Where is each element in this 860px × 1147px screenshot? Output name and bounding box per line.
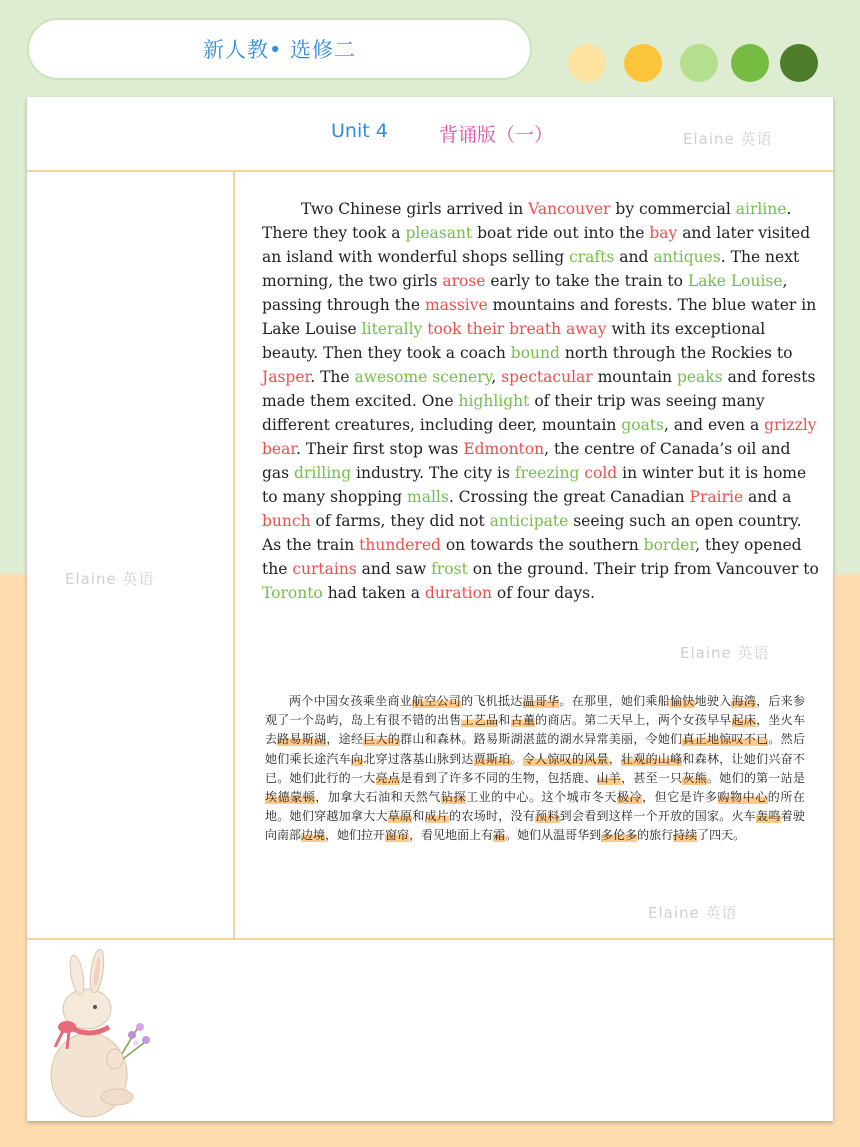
translation-text: ，后来参观了一个岛屿，岛上有很不错的出售 [265,694,805,728]
passage-text: of farms, they did not [310,512,490,530]
translation-text: 了四天。 [697,828,746,843]
translation-text: 地驶入 [694,694,732,708]
passage-text: seeing such an open country. As the train [262,512,802,554]
translation-text: 和 [498,713,511,728]
highlighted-phrase: 海湾 [731,694,757,708]
passage-text: boat ride out into the [472,224,650,242]
passage-text: . The [310,368,355,386]
highlighted-phrase: 预料 [535,809,560,824]
translation-text: 的飞机抵达 [461,694,523,708]
english-passage [262,197,822,605]
header-pill [27,18,532,80]
highlighted-phrase: 巨大的 [363,732,401,747]
highlighted-phrase: 购物中心 [717,790,768,805]
highlighted-phrase: 古董 [510,713,536,728]
passage-text: . Crossing the great Canadian [448,488,690,506]
highlighted-phrase: 窗帘 [385,828,410,843]
highlighted-phrase: 令人惊叹的风景 [522,751,609,766]
keyword-green: airline [735,200,787,218]
highlighted-phrase: 极冷 [616,790,643,805]
passage-text: , [491,368,502,386]
translation-text: 是看到了许多不同的生物，包括鹿、 [400,770,597,785]
passage-text: , passing through the [262,272,788,314]
header-divider [27,170,833,172]
passage-text: of four days. [491,584,596,602]
highlighted-phrase: 霜 [493,828,506,843]
passage-text: north through the Rockies to [559,344,793,362]
keyword-green: antiques [653,248,721,266]
translation-text: 着驶向南部 [265,809,805,843]
highlighted-phrase: 航空公司 [411,694,462,708]
color-dot-1 [568,44,606,82]
translation-text: 。她们从温哥华到 [505,828,602,843]
highlighted-phrase: 愉快 [670,694,695,708]
passage-text: . Their first stop was [296,440,464,458]
color-dot-2 [624,44,662,82]
passage-text: mountain [592,368,677,386]
keyword-red: Vancouver [528,200,611,218]
highlighted-phrase: 向 [350,751,364,766]
version-title: 背诵版（一） [439,124,554,146]
passage-text: and later visited an island with wonderful shops selling [262,224,811,266]
keyword-red: Edmonton [463,440,545,458]
highlighted-phrase: 边境 [301,828,326,843]
passage-text: , they opened the [262,536,802,578]
keyword-green: awesome scenery [354,368,492,386]
translation-text: 工业的中心。这个城市冬天 [466,790,617,805]
keyword-green: Toronto [262,584,323,602]
highlighted-phrase: 温哥华 [522,694,560,708]
translation-text: 北穿过落基山脉到达 [363,751,474,766]
keyword-green: freezing [514,464,580,482]
passage-text: and [614,248,654,266]
keyword-red: massive [424,296,488,314]
passage-text: of their trip was seeing many different creatures, including deer, mountain [262,392,765,434]
passage-text: , and even a [664,416,765,434]
keyword-green: highlight [458,392,530,410]
translation-text: ，她们拉开 [325,828,386,843]
highlighted-phrase: 草原 [387,809,413,824]
keyword-red: bay [649,224,678,242]
watermark: Elaine 英语 [648,904,738,922]
keyword-red: duration [424,584,492,602]
highlighted-phrase: 多伦多 [601,828,638,843]
translation-text: 群山和森林。路易斯湖湛蓝的湖水异常美丽，令她们 [400,732,683,747]
passage-text: mountains and forests. The blue water in Lake Louise [262,296,817,338]
highlighted-phrase: 钻探 [440,790,467,805]
translation-text: 和森林，让她们兴奋不已。她们此行的一大 [265,751,805,785]
highlighted-phrase: 埃德蒙顿 [265,790,316,805]
keyword-green: peaks [676,368,723,386]
translation-text: ，坐火车去 [265,713,805,747]
passage-text: early to take the train to [485,272,688,290]
translation-text: 的旅行 [637,828,674,843]
passage-text: and forests made them excited. One [262,368,816,410]
keyword-green: pleasant [405,224,473,242]
chinese-passage [265,692,805,846]
highlighted-phrase: 山羊 [596,770,622,785]
translation-text: ，甚至一只 [621,770,683,785]
translation-text: 和 [412,809,425,824]
keyword-red: Jasper [262,368,311,386]
color-dot-4 [731,44,769,82]
keyword-green: Lake Louise [687,272,783,290]
pill-title: 新人教• 选修二 [202,38,357,62]
passage-text: industry. The city is [351,464,515,482]
keyword-green: malls [407,488,449,506]
translation-text: ，途经 [326,732,364,747]
keyword-red: curtains [292,560,357,578]
translation-text: 到会看到这样一个开放的国家。火车 [559,809,757,824]
keyword-green: crafts [569,248,615,266]
passage-text: and saw [356,560,432,578]
keyword-green: bound [510,344,560,362]
keyword-green: border [643,536,696,554]
translation-text: 。然后她们乘长途汽车 [265,732,805,766]
translation-text: ， [608,751,622,766]
watermark: Elaine 英语 [65,570,155,588]
highlighted-phrase: 起床 [731,713,757,728]
translation-text: ，但它是许多 [642,790,718,805]
keyword-red: arose [442,272,486,290]
translation-text: 。 [510,751,523,766]
passage-text: and a [743,488,792,506]
passage-text: on the ground. Their trip from Vancouver to [467,560,819,578]
highlighted-phrase: 亮点 [375,770,401,785]
passage-text: on towards the southern [440,536,644,554]
keyword-green: goats [621,416,665,434]
keyword-red: bunch [262,512,311,530]
translation-text: 。她们的第一站是 [707,770,805,785]
keyword-green: literally [361,320,423,338]
keyword-green: drilling [294,464,352,482]
content-card [27,97,833,1121]
watermark: Elaine 英语 [680,644,770,662]
passage-text: . There they took a [262,200,792,242]
keyword-red: took their breath away [427,320,607,338]
passage-text: had taken a [322,584,425,602]
keyword-red: grizzly bear [262,416,817,458]
passage-text: , the centre of Canada’s oil and gas [262,440,791,482]
unit-title: Unit 4 [331,120,388,142]
passage-text: by commercial [610,200,736,218]
keyword-green: anticipate [489,512,569,530]
highlighted-phrase: 真正地惊叹不已 [682,732,769,747]
translation-text: ，看见地面上有 [409,828,494,843]
bunny-illustration [37,947,162,1122]
footer-divider [27,938,833,940]
translation-text: 的农场时，没有 [449,809,536,824]
translation-text: ，加拿大石油和天然气 [315,790,441,805]
keyword-red: Prairie [689,488,744,506]
color-dot-5 [780,44,818,82]
passage-text: in winter but it is home to many shopping [262,464,807,506]
margin-divider [233,172,235,938]
keyword-green: frost [431,560,468,578]
highlighted-phrase: 壮观的山峰 [621,751,683,766]
highlighted-phrase: 路易斯湖 [277,732,327,747]
highlighted-phrase: 成片 [424,809,450,824]
keyword-red: cold [584,464,618,482]
keyword-red: thundered [359,536,441,554]
highlighted-phrase: 工艺品 [461,713,499,728]
translation-text: 的所在地。她们穿越加拿大大 [265,790,805,824]
highlighted-phrase: 轰鸣 [756,809,781,824]
highlighted-phrase: 灰熊 [682,770,708,785]
keyword-red: spectacular [501,368,593,386]
passage-text: . The next morning, the two girls [262,248,800,290]
passage-text: with its exceptional beauty. Then they took a coach [262,320,766,362]
highlighted-phrase: 贾斯珀 [473,751,511,766]
translation-text: 。在那里，她们乘船 [559,694,671,708]
translation-text: 的商店。第二天早上，两个女孩早早 [535,713,732,728]
color-dot-3 [680,44,718,82]
passage-text: Two Chinese girls arrived in [301,200,529,218]
watermark: Elaine 英语 [683,130,773,148]
translation-text: 两个中国女孩乘坐商业 [289,694,412,708]
highlighted-phrase: 持续 [673,828,698,843]
